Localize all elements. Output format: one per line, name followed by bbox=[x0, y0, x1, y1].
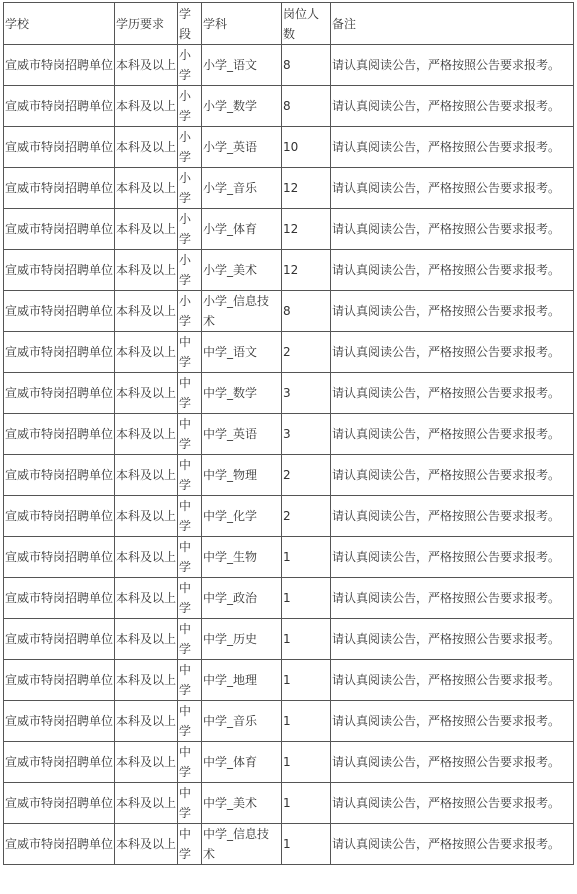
cell-count: 1 bbox=[282, 824, 331, 865]
cell-subject: 小学_体育 bbox=[202, 209, 282, 250]
cell-note: 请认真阅读公告，严格按照公告要求报考。 bbox=[331, 168, 574, 209]
cell-education: 本科及以上 bbox=[115, 127, 178, 168]
cell-education: 本科及以上 bbox=[115, 86, 178, 127]
cell-school: 宣威市特岗招聘单位 bbox=[4, 332, 115, 373]
table-row bbox=[4, 86, 574, 127]
table-row bbox=[4, 742, 574, 783]
header-count: 岗位人数 bbox=[282, 3, 331, 45]
cell-education: 本科及以上 bbox=[115, 373, 178, 414]
cell-school: 宣威市特岗招聘单位 bbox=[4, 45, 115, 86]
cell-note: 请认真阅读公告，严格按照公告要求报考。 bbox=[331, 45, 574, 86]
cell-subject: 中学_数学 bbox=[202, 373, 282, 414]
cell-stage: 小学 bbox=[178, 209, 202, 250]
cell-education: 本科及以上 bbox=[115, 414, 178, 455]
cell-subject: 中学_化学 bbox=[202, 496, 282, 537]
cell-subject: 中学_美术 bbox=[202, 783, 282, 824]
cell-count: 2 bbox=[282, 332, 331, 373]
cell-subject: 小学_美术 bbox=[202, 250, 282, 291]
header-note: 备注 bbox=[331, 3, 574, 45]
cell-stage: 小学 bbox=[178, 291, 202, 332]
cell-education: 本科及以上 bbox=[115, 578, 178, 619]
cell-count: 1 bbox=[282, 619, 331, 660]
cell-stage: 小学 bbox=[178, 168, 202, 209]
cell-note: 请认真阅读公告，严格按照公告要求报考。 bbox=[331, 578, 574, 619]
cell-stage: 小学 bbox=[178, 250, 202, 291]
cell-note: 请认真阅读公告，严格按照公告要求报考。 bbox=[331, 332, 574, 373]
cell-subject: 小学_音乐 bbox=[202, 168, 282, 209]
table-row bbox=[4, 209, 574, 250]
cell-school: 宣威市特岗招聘单位 bbox=[4, 209, 115, 250]
cell-subject: 小学_英语 bbox=[202, 127, 282, 168]
header-school: 学校 bbox=[4, 3, 115, 45]
cell-note: 请认真阅读公告，严格按照公告要求报考。 bbox=[331, 414, 574, 455]
cell-education: 本科及以上 bbox=[115, 45, 178, 86]
cell-stage: 中学 bbox=[178, 783, 202, 824]
cell-stage: 中学 bbox=[178, 824, 202, 865]
table-row bbox=[4, 824, 574, 865]
cell-count: 1 bbox=[282, 742, 331, 783]
cell-note: 请认真阅读公告，严格按照公告要求报考。 bbox=[331, 496, 574, 537]
cell-count: 12 bbox=[282, 209, 331, 250]
table-row bbox=[4, 373, 574, 414]
cell-note: 请认真阅读公告，严格按照公告要求报考。 bbox=[331, 291, 574, 332]
cell-school: 宣威市特岗招聘单位 bbox=[4, 373, 115, 414]
cell-school: 宣威市特岗招聘单位 bbox=[4, 496, 115, 537]
cell-count: 1 bbox=[282, 578, 331, 619]
cell-stage: 中学 bbox=[178, 414, 202, 455]
cell-school: 宣威市特岗招聘单位 bbox=[4, 578, 115, 619]
cell-education: 本科及以上 bbox=[115, 619, 178, 660]
cell-count: 10 bbox=[282, 127, 331, 168]
cell-count: 1 bbox=[282, 537, 331, 578]
cell-count: 1 bbox=[282, 660, 331, 701]
cell-subject: 中学_物理 bbox=[202, 455, 282, 496]
cell-subject: 中学_信息技术 bbox=[202, 824, 282, 865]
cell-school: 宣威市特岗招聘单位 bbox=[4, 742, 115, 783]
cell-count: 2 bbox=[282, 496, 331, 537]
cell-school: 宣威市特岗招聘单位 bbox=[4, 291, 115, 332]
cell-education: 本科及以上 bbox=[115, 209, 178, 250]
cell-note: 请认真阅读公告，严格按照公告要求报考。 bbox=[331, 701, 574, 742]
cell-count: 3 bbox=[282, 373, 331, 414]
header-subject: 学科 bbox=[202, 3, 282, 45]
cell-education: 本科及以上 bbox=[115, 291, 178, 332]
table-row bbox=[4, 332, 574, 373]
cell-education: 本科及以上 bbox=[115, 168, 178, 209]
cell-note: 请认真阅读公告，严格按照公告要求报考。 bbox=[331, 824, 574, 865]
table-row bbox=[4, 660, 574, 701]
cell-count: 8 bbox=[282, 86, 331, 127]
cell-stage: 中学 bbox=[178, 578, 202, 619]
cell-school: 宣威市特岗招聘单位 bbox=[4, 168, 115, 209]
cell-note: 请认真阅读公告，严格按照公告要求报考。 bbox=[331, 537, 574, 578]
cell-note: 请认真阅读公告，严格按照公告要求报考。 bbox=[331, 742, 574, 783]
cell-count: 12 bbox=[282, 250, 331, 291]
cell-school: 宣威市特岗招聘单位 bbox=[4, 660, 115, 701]
cell-school: 宣威市特岗招聘单位 bbox=[4, 783, 115, 824]
cell-count: 8 bbox=[282, 291, 331, 332]
cell-subject: 中学_地理 bbox=[202, 660, 282, 701]
cell-school: 宣威市特岗招聘单位 bbox=[4, 250, 115, 291]
cell-note: 请认真阅读公告，严格按照公告要求报考。 bbox=[331, 250, 574, 291]
cell-stage: 中学 bbox=[178, 496, 202, 537]
cell-education: 本科及以上 bbox=[115, 496, 178, 537]
cell-note: 请认真阅读公告，严格按照公告要求报考。 bbox=[331, 619, 574, 660]
cell-subject: 中学_英语 bbox=[202, 414, 282, 455]
cell-note: 请认真阅读公告，严格按照公告要求报考。 bbox=[331, 783, 574, 824]
recruitment-table bbox=[3, 2, 574, 865]
cell-stage: 中学 bbox=[178, 742, 202, 783]
cell-count: 3 bbox=[282, 414, 331, 455]
cell-note: 请认真阅读公告，严格按照公告要求报考。 bbox=[331, 455, 574, 496]
cell-subject: 中学_历史 bbox=[202, 619, 282, 660]
cell-education: 本科及以上 bbox=[115, 742, 178, 783]
cell-note: 请认真阅读公告，严格按照公告要求报考。 bbox=[331, 209, 574, 250]
cell-school: 宣威市特岗招聘单位 bbox=[4, 701, 115, 742]
cell-school: 宣威市特岗招聘单位 bbox=[4, 619, 115, 660]
cell-school: 宣威市特岗招聘单位 bbox=[4, 127, 115, 168]
cell-school: 宣威市特岗招聘单位 bbox=[4, 824, 115, 865]
cell-education: 本科及以上 bbox=[115, 824, 178, 865]
cell-education: 本科及以上 bbox=[115, 537, 178, 578]
cell-note: 请认真阅读公告，严格按照公告要求报考。 bbox=[331, 373, 574, 414]
header-education: 学历要求 bbox=[115, 3, 178, 45]
cell-stage: 小学 bbox=[178, 45, 202, 86]
table-row bbox=[4, 496, 574, 537]
table-row bbox=[4, 455, 574, 496]
cell-subject: 小学_语文 bbox=[202, 45, 282, 86]
cell-count: 1 bbox=[282, 701, 331, 742]
cell-subject: 中学_政治 bbox=[202, 578, 282, 619]
table-row bbox=[4, 291, 574, 332]
table-row bbox=[4, 250, 574, 291]
cell-subject: 中学_体育 bbox=[202, 742, 282, 783]
cell-note: 请认真阅读公告，严格按照公告要求报考。 bbox=[331, 86, 574, 127]
cell-stage: 中学 bbox=[178, 619, 202, 660]
table-row bbox=[4, 701, 574, 742]
table-row bbox=[4, 168, 574, 209]
cell-school: 宣威市特岗招聘单位 bbox=[4, 537, 115, 578]
cell-school: 宣威市特岗招聘单位 bbox=[4, 86, 115, 127]
table-row bbox=[4, 45, 574, 86]
table-row bbox=[4, 578, 574, 619]
table-row bbox=[4, 537, 574, 578]
cell-subject: 中学_语文 bbox=[202, 332, 282, 373]
table-row bbox=[4, 127, 574, 168]
cell-education: 本科及以上 bbox=[115, 783, 178, 824]
cell-count: 1 bbox=[282, 783, 331, 824]
header-stage: 学段 bbox=[178, 3, 202, 45]
cell-education: 本科及以上 bbox=[115, 332, 178, 373]
cell-education: 本科及以上 bbox=[115, 250, 178, 291]
cell-stage: 中学 bbox=[178, 701, 202, 742]
cell-stage: 中学 bbox=[178, 537, 202, 578]
cell-stage: 中学 bbox=[178, 660, 202, 701]
table-header-row bbox=[4, 3, 574, 45]
cell-count: 2 bbox=[282, 455, 331, 496]
cell-subject: 中学_生物 bbox=[202, 537, 282, 578]
cell-education: 本科及以上 bbox=[115, 701, 178, 742]
cell-note: 请认真阅读公告，严格按照公告要求报考。 bbox=[331, 127, 574, 168]
cell-school: 宣威市特岗招聘单位 bbox=[4, 414, 115, 455]
cell-education: 本科及以上 bbox=[115, 455, 178, 496]
cell-stage: 中学 bbox=[178, 332, 202, 373]
cell-school: 宣威市特岗招聘单位 bbox=[4, 455, 115, 496]
cell-note: 请认真阅读公告，严格按照公告要求报考。 bbox=[331, 660, 574, 701]
cell-count: 12 bbox=[282, 168, 331, 209]
cell-stage: 中学 bbox=[178, 455, 202, 496]
cell-stage: 小学 bbox=[178, 86, 202, 127]
cell-stage: 中学 bbox=[178, 373, 202, 414]
cell-education: 本科及以上 bbox=[115, 660, 178, 701]
table-row bbox=[4, 619, 574, 660]
cell-subject: 中学_音乐 bbox=[202, 701, 282, 742]
cell-subject: 小学_信息技术 bbox=[202, 291, 282, 332]
table-row bbox=[4, 783, 574, 824]
cell-count: 8 bbox=[282, 45, 331, 86]
cell-subject: 小学_数学 bbox=[202, 86, 282, 127]
cell-stage: 小学 bbox=[178, 127, 202, 168]
table-row bbox=[4, 414, 574, 455]
